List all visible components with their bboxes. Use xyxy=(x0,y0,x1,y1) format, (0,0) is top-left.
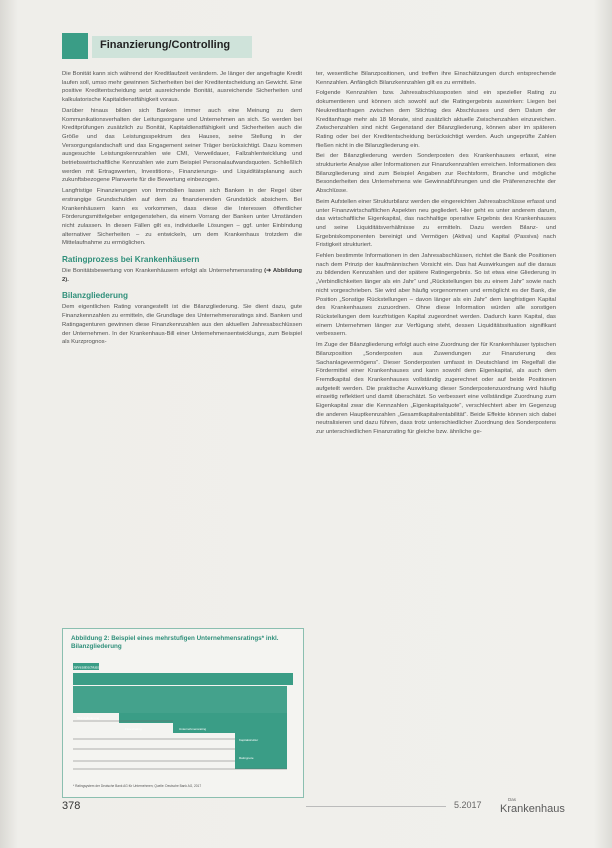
left-column xyxy=(62,70,302,626)
right-column xyxy=(316,70,556,796)
page-number: 378 xyxy=(62,800,81,812)
figure-reference[interactable]: (➜ Abbildung 2). xyxy=(62,268,302,283)
figure-footnote: * Ratingsystem der Deutsche Bank AG für Unternehmen; Quelle: Deutsche Bank AG, 2017 xyxy=(73,784,202,788)
section-marker-square xyxy=(62,33,88,59)
left-paragraph-3: Langfristige Finanzierungen von Immobilien lassen sich Banken in der Regel über erstrangige Grundschulden auf dem zu finanzierenden Grundstück absichern. Bei Krankenhäusern kann es vorkommen, dass diese die Interessen öffentlicher Förderungsmittelgeber entgegenstehen, da einem Vorrang der Banken unter Umständen nicht zulassen. In diesen Fällen gilt es, individuelle Lösungen – ggf. unter Einbindung alternativer Sicherheiten – zu entwickeln, um dem Krankenhaus trotzdem die Mittelaufnahme zu ermöglichen. xyxy=(62,188,302,247)
heading-bilanzgliederung: Bilanzgliederung xyxy=(62,291,128,301)
row-label-1: Bilanzgliederung xyxy=(77,716,100,720)
left-paragraph-1: Die Bonität kann sich während der Kreditlaufzeit verändern. Je länger der angefragte Kredit laufen soll, umso mehr gewinnen Sicherheiten bei der Kreditentscheidung an Gewicht. Eine positive Kreditentscheidung setzt ausreichende Bonität, ausreichende Sicherheiten und kalkulatorische Kapitaldienstfähigkeit voraus. xyxy=(62,71,302,104)
left-paragraph-rating xyxy=(62,267,302,284)
row-label-3: Unternehmensrating xyxy=(179,727,207,731)
right-paragraph-4: Beim Aufstellen einer Strukturbilanz werden die eingereichten Jahresabschlüsse erfasst und unter Finanzwirtschaftlichen Aspekten neu gegliedert. Hier geht es unter anderem darum, das wirtschaftliche Eigenkapital, das nachhaltige operative Ergebnis des Krankenhauses und seine Liquiditätsverhältnisse zu ermitteln. Dazu werden Bilanz- und Ergebniskomponenten bereinigt und Vermögen (Aktiva) und Kapital (Passiva) nach Fristigkeit strukturiert. xyxy=(316,198,556,249)
step-bar-1 xyxy=(73,673,293,685)
footer-divider xyxy=(306,806,446,807)
right-paragraph-5: Fehlen bestimmte Informationen in den Jahresabschlüssen, richtet die Bank die Positionen nach dem Prinzip der kaufmännischen Vorsicht ein. Das hat Auswirkungen auf die daraus zu bildenden Kennzahlen und der spätere Ratingergebnis. So ist etwa eine Gliederung in „Verbindlichkeiten länger als ein Jahr“ und „Rückstellungen bis zu einem Jahr“ sowie nach nicht vorgeschrieben. Sie wird aber häufig vorgenommen und ermöglicht es der Bank, die Position „Sonstige Rückstellungen – davon länger als ein Jahr“ dem langfristigen Kapital des Krankenhauses zuzuordnen. Ohne diese Information würden alle sonstigen Rückstellungen dem kurzfristigen Kapital zugeordnet werden. Dadurch kann Kapital, das einem Unternehmen länger zur Verfügung steht, dessen Liquiditätssituation signifikant verbessern. xyxy=(316,253,556,338)
top-label-text: Jahresabschluss xyxy=(72,665,100,670)
heading-ratingprozess: Ratingprozess bei Krankenhäusern xyxy=(62,255,200,265)
issue-number: 5.2017 xyxy=(454,800,482,810)
journal-logo: Krankenhaus xyxy=(500,803,565,815)
row-label-5: Ratingnote xyxy=(239,756,254,760)
right-paragraph-2: Folgende Kennzahlen bzw. Jahresabschlussposten sind ein spezieller Rating zu dokumentieren und können sich sowohl auf die Ratingergebnis auswirken: Liegen bei Neukreditanfragen zwischen dem Stichtag des Abschlusses und dem Datum der Kreditanfrage mehr als 18 Monate, sind zusätzlich aktuelle Zwischenzahlen einzureichen. Zwischenzahlen sind nicht Gegenstand der Bilanzgliederung, können aber im späteren Rating oder bei der Kreditentscheidung berücksichtigt werden. Auch ungeprüfte Zahlen fließen nicht in die Bilanzgliederung ein. xyxy=(316,90,556,149)
rating-text: Die Bonitätsbewertung von Krankenhäusern erfolgt als Unternehmensrating xyxy=(62,268,263,275)
figure-title: Abbildung 2: Beispiel eines mehrstufigen Unternehmensratings* inkl. Bilanzgliederung xyxy=(71,635,279,650)
figure-box xyxy=(62,628,304,798)
right-paragraph-6: Im Zuge der Bilanzgliederung erfolgt auch eine Zuordnung der für Krankenhäuser typischen Bilanzposition „Sonderposten aus Zuwendungen zur Finanzierung des Sachanlagevermögens“. Dieser Sonderposten umfasst in Deutschland im Regelfall die Fördermittel einer Krankenhauses und kann sowohl dem Eigenkapital, als auch dem Fremdkapital des Krankenhauses vollständig zugerechnet oder auf beide Positionen aufgeteilt werden. Die praktische Auswirkung dieser Sonderpostenzuordnung wird häufig einseitig reflektiert und damit überschätzt. So verbessert eine vollständige Zuordnung zum Eigenkapital zwar die Kennzahlen „Eigenkapitalquote“, verschlechtert aber im Gegenzug die anderen Hauptkennzahlen „Gesamtkapitalrentabilität“. Beide Effekte können sich dabei neutralisieren und dazu führen, dass trotz unterschiedlicher Zuordnung des Sonderpostens zur unterschiedlichen Finanzrating für gleiche bzw. ähnliche ge- xyxy=(316,342,556,436)
section-header-band xyxy=(92,36,252,58)
right-paragraph-3: Bei der Bilanzgliederung werden Sonderposten des Krankenhauses erfasst, eine strukturierte Analyse aller Informationen zur Finanzkennzahlen erreichen. Informationen des Bilanzgliederung sind zum Beispiel Angaben zur Rechtsform, Branche und mögliche Besonderheiten des Unternehmens wie Gewinnabführungen und die Präferenzrechte der Abschlüsse. xyxy=(316,153,556,195)
left-paragraph-bilanz: Dem eigentlichen Rating vorangestellt ist die Bilanzgliederung. Sie dient dazu, gute Finanzkennzahlen zu ermitteln, die Grundlage des Unternehmensratings sind. Banken und Ratingagenturen gewinnen diese Finanzkennzahlen aus den aktuellen Jahresabschlüssen der Unternehmen. In der Krankenhaus-Bill einer Unternehmensentwicklungs, zum Beispiel als Kurzprognos- xyxy=(62,304,302,346)
row-label-4: Kapitalstruktur xyxy=(239,738,259,742)
step-bar-2 xyxy=(73,686,287,713)
right-paragraph-1: ter, wesentliche Bilanzpositionen, und treffen ihre Einschätzungen durch entsprechende Kennzahlen. Anfänglich Bilanzkennzahlen gilt es zu ermitteln. xyxy=(316,71,556,86)
row-label-2: Finanzrating xyxy=(125,727,142,731)
section-title: Finanzierung/Controlling xyxy=(100,39,231,51)
journal-logo-prefix: Das xyxy=(508,797,517,802)
left-paragraph-2: Darüber hinaus bilden sich Banken immer auch eine Meinung zu dem Kommunikationsverhalten der Leitungsorgane und Unternehmen an sich. So werden bei Kreditprüfungen zusätzlich zu Bonität, Kapitaldienstfähigkeit und Sicherheiten auch die Größe und das Leistungsspektrum des Hauses, seine Stellung in der Versorgungslandschaft und das Engagement seiner Träger berücksichtigt. Dazu kommen ausgesuchte Leistungskennzahlen wie CMI, Verweildauer, Fallzahlentwicklung und betriebswirtschaftliche Kennzahlen wie zum Beispiel Personalaufwandsquoten. Schließlich werden mit Ertragswerten, Investitions-, Finanzierungs- und Liquiditätsplanung auch zukunftsbezogene Planwerte für die Bewertung einbezogen. xyxy=(62,107,302,184)
rating-staircase-diagram xyxy=(63,629,303,797)
